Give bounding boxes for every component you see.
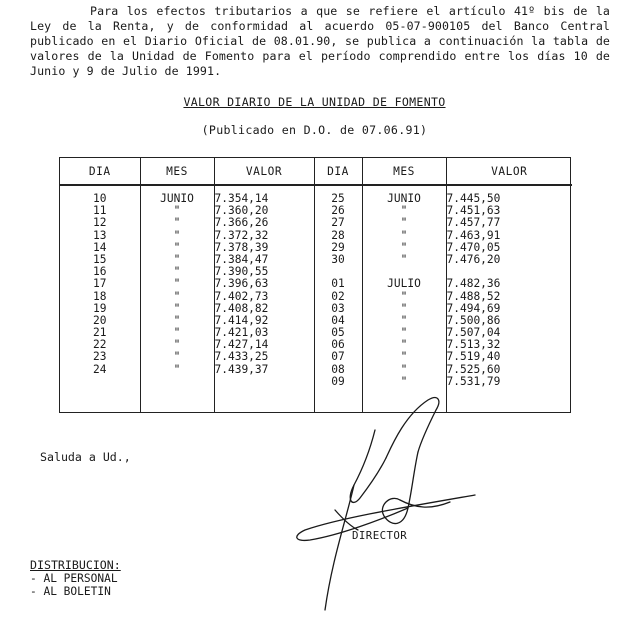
table-cell: " [173,362,181,376]
table-cell: 7.408,82 [214,301,269,315]
table-cell: 23 [93,350,107,364]
signatory-title: DIRECTOR [352,529,408,542]
column-dia-right [314,185,362,412]
table-cell: 7.451,63 [446,204,501,218]
table-cell: JUNIO [160,192,194,205]
table-cell: " [400,313,408,327]
table-cell: 7.494,69 [446,301,501,315]
table-body-row [60,185,572,412]
table-cell: 7.390,55 [214,265,269,279]
table-cell: 7.470,05 [446,240,501,254]
table-cell: " [400,204,408,218]
table-cell: 17 [93,277,107,291]
table-cell: 7.476,20 [446,252,501,266]
column-mes-left [140,185,214,412]
table-cell: 08 [331,362,345,376]
intro-text: Para los efectos tributarios a que se refiere el artículo 41º bis de la Ley de la Renta, y de conformidad al acuerdo 05-07-900105 del Banco Central publicado en el Diario Oficial de 08.01.90, se publica a continuación la tabla de valores de la Unidad de Fomento para el período comprendido entre los días 10 de Junio y 9 de Julio de 1991. [30,4,610,78]
table-cell: 7.372,32 [214,228,269,242]
table-cell: 7.500,86 [446,313,501,327]
column-valor-right [446,185,572,412]
table-cell: " [400,216,408,230]
table-cell: 7.427,14 [214,338,269,352]
table-cell: 27 [331,216,345,230]
table-cell: " [400,301,408,315]
column-dia-left [60,185,140,412]
table-cell: " [173,277,181,291]
table-cell: 7.433,25 [214,350,269,364]
table-cell: 7.513,32 [446,338,501,352]
table-cell: 06 [331,338,345,352]
table-cell: 7.360,20 [214,204,269,218]
distribution-item-personal: - AL PERSONAL [30,572,118,585]
table-cell: " [400,338,408,352]
column-mes-right [362,185,446,412]
table-cell: 10 [93,192,107,205]
table-cell: " [173,326,181,340]
table-cell: " [173,289,181,303]
table-cell: 7.439,37 [214,362,269,376]
table-cell: 7.414,92 [214,313,269,327]
table-cell: " [173,265,181,279]
table-cell: 7.519,40 [446,350,501,364]
table-cell: 07 [331,350,345,364]
table-cell: " [400,289,408,303]
table-cell: 7.445,50 [446,192,501,205]
header-mes-right: MES [362,158,446,185]
table-cell: " [173,301,181,315]
table-cell: " [173,240,181,254]
table-cell: 14 [93,240,107,254]
header-dia-right: DIA [314,158,362,185]
table-cell: 7.507,04 [446,326,501,340]
table-cell: " [400,252,408,266]
table-cell: 7.396,63 [214,277,269,291]
table-cell: 7.457,77 [446,216,501,230]
table-cell: " [173,228,181,242]
table-cell: 28 [331,228,345,242]
header-mes-left: MES [140,158,214,185]
table-cell: 04 [331,313,345,327]
table-cell: " [173,350,181,364]
table-cell: " [173,313,181,327]
table-cell: 7.402,73 [214,289,269,303]
distribution-item-boletin: - AL BOLETIN [30,585,111,598]
table-cell: " [400,350,408,364]
table-cell: 12 [93,216,107,230]
header-dia-left: DIA [60,158,140,185]
handwritten-signature [280,390,480,620]
table-cell: 7.531,79 [446,374,501,388]
table-cell: 02 [331,289,345,303]
table-cell: 09 [331,374,345,388]
table-cell: " [173,338,181,352]
table-cell: 21 [93,326,107,340]
table-cell: 29 [331,240,345,254]
table-subtitle: (Publicado en D.O. de 07.06.91) [201,123,428,137]
uf-table-frame [59,157,571,413]
table-cell: " [173,216,181,230]
header-valor-left: VALOR [214,158,314,185]
table-cell: 24 [93,362,107,376]
table-cell: " [400,362,408,376]
table-cell: " [400,374,408,388]
table-cell: 7.384,47 [214,252,269,266]
table-cell: 11 [93,204,107,218]
table-cell: 13 [93,228,107,242]
table-cell: " [173,204,181,218]
table-cell: 19 [93,301,107,315]
closing-text: Saluda a Ud., [40,450,131,464]
table-cell: 25 [331,192,345,205]
table-cell: " [400,228,408,242]
header-valor-right: VALOR [446,158,572,185]
table-cell: " [400,326,408,340]
table-cell: 16 [93,265,107,279]
table-cell: 7.421,03 [214,326,269,340]
table-cell: " [173,252,181,266]
table-cell: 7.366,26 [214,216,269,230]
table-cell: 7.463,91 [446,228,501,242]
table-cell: 22 [93,338,107,352]
table-cell: JULIO [387,277,421,291]
distribution-title: DISTRIBUCION: [30,558,121,572]
table-cell: 30 [331,252,345,266]
table-cell: 26 [331,204,345,218]
table-cell: 7.378,39 [214,240,269,254]
table-cell: 7.482,36 [446,277,501,291]
table-cell: 7.488,52 [446,289,501,303]
intro-paragraph [30,4,610,79]
table-cell: 20 [93,313,107,327]
table-cell: JUNIO [387,192,421,205]
table-cell: 01 [331,277,345,291]
table-cell: 05 [331,326,345,340]
uf-values-table [60,158,572,412]
column-valor-left [214,185,314,412]
table-cell: 15 [93,252,107,266]
table-cell: 18 [93,289,107,303]
table-cell: 7.525,60 [446,362,501,376]
table-cell: " [400,240,408,254]
table-cell: 7.354,14 [214,192,269,205]
table-header-row [60,158,572,185]
table-title: VALOR DIARIO DE LA UNIDAD DE FOMENTO [183,95,446,109]
table-cell: 03 [331,301,345,315]
